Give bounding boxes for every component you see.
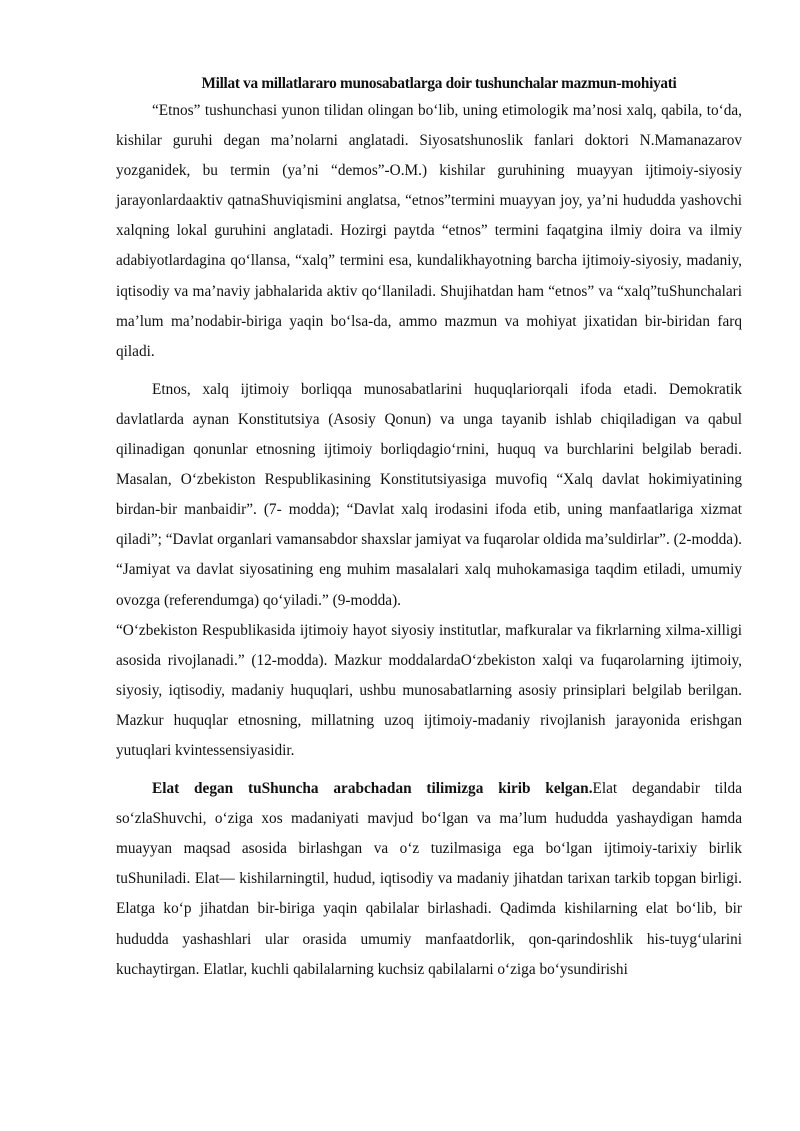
- paragraph-article-12: “O‘zbekiston Respublikasida ijtimoiy hayot siyosiy institutlar, mafkuralar va fikrlarning xilma-xilligi asosida rivojlanadi.” (12-modda). Mazkur moddalardaO‘zbekiston xalqi va fuqarolarning ijtimoiy, siyosiy, iqtisodiy, madaniy huquqlari, ushbu munosabatlarning asosiy prinsiplari belgilab berilgan. Mazkur huquqlar etnosning, millatning uzoq ijtimoiy-madaniy rivojlanish jarayonida erishgan yutuqlari kvintessensiyasidir.: [116, 621, 742, 759]
- paragraph-etnos: “Etnos” tushunchasi yunon tilidan olingan bo‘lib, uning etimologik ma’nosi xalq, qabila, to‘da, kishilar guruhi degan ma’nolarni anglatadi. Siyosatshunoslik fanlari doktori N.Mamanazarov yozganidek, bu termin (ya’ni “demos”-O.M.) kishilar guruhining muayyan ijtimoiy-siyosiy jarayonlardaaktiv qatnaShuviqismini anglatsa, “etnos”termini muayyan joy, ya’ni hududda yashovchi xalqning lokal guruhini anglatadi. Hozirgi paytda “etnos” termini faqatgina ilmiy doira va ilmiy adabiyotlardagina qo‘llansa, “xalq” termini esa, kundalikhayotning barcha ijtimoiy-siyosiy, madaniy, iqtisodiy va ma’naviy jabhalarida aktiv qo‘llaniladi. Shujihatdan ham “etnos” va “xalq”tuShunchalari ma’lum ma’nodabir-biriga yaqin bo‘lsa-da, ammo mazmun va mohiyat jixatidan bir-biridan farq qiladi.: [116, 102, 742, 360]
- page-title: Millat va millatlararo munosabatlarga doir tushunchalar mazmun-mohiyati: [201, 75, 677, 92]
- paragraph-elat-text: Elat degandabir tilda so‘zlaShuvchi, o‘ziga xos madaniyati mavjud bo‘lgan va ma’lum hududda yashaydigan hamda muayyan maqsad asosida birlashgan va o‘z tuzilmasiga ega bo‘lgan ijtimoiy-tarixiy birlik tuShuniladi. Elat— kishilarningtil, hudud, iqtisodiy va madaniy jihatdan tarixan tarkib topgan birligi. Elatga ko‘p jihatdan bir-biriga yaqin qabilalar birlashadi. Qadimda kishilarning elat bo‘lib, bir hududda yashashlari ular orasida umumiy manfaatdorlik, qon-qarindoshlik his-tuyg‘ularini kuchaytirgan. Elatlar, kuchli qabilalarning kuchsiz qabilalarni o‘ziga bo‘ysundirishi: [116, 780, 742, 978]
- paragraph-elat: [116, 774, 742, 985]
- paragraph-elat-lead: Elat degan tuShuncha arabchadan tilimizga kirib kelgan.: [152, 780, 593, 798]
- paragraph-constitution: Etnos, xalq ijtimoiy borliqqa munosabatlarini huquqlariorqali ifoda etadi. Demokratik davlatlarda aynan Konstitutsiya (Asosiy Qonun) va unga tayanib ishlab chiqiladigan va qabul qilinadigan qonunlar etnosning ijtimoiy borliqdagio‘rnini, huquq va burchlarini belgilab beradi. Masalan, O‘zbekiston Respublikasining Konstitutsiyasiga muvofiq “Xalq davlat hokimiyatining birdan-bir manbaidir”. (7- modda); “Davlat xalq irodasini ifoda etib, uning manfaatlariga xizmat qiladi”; “Davlat organlari vamansabdor shaxslar jamiyat va fuqarolar oldida ma’suldirlar”. (2-modda). “Jamiyat va davlat siyosatining eng muhim masalalari xalq muhokamasiga taqdim etiladi, umumiy ovozga (referendumga) qo‘yiladi.” (9-modda).: [116, 380, 742, 609]
- document-body: [116, 72, 742, 985]
